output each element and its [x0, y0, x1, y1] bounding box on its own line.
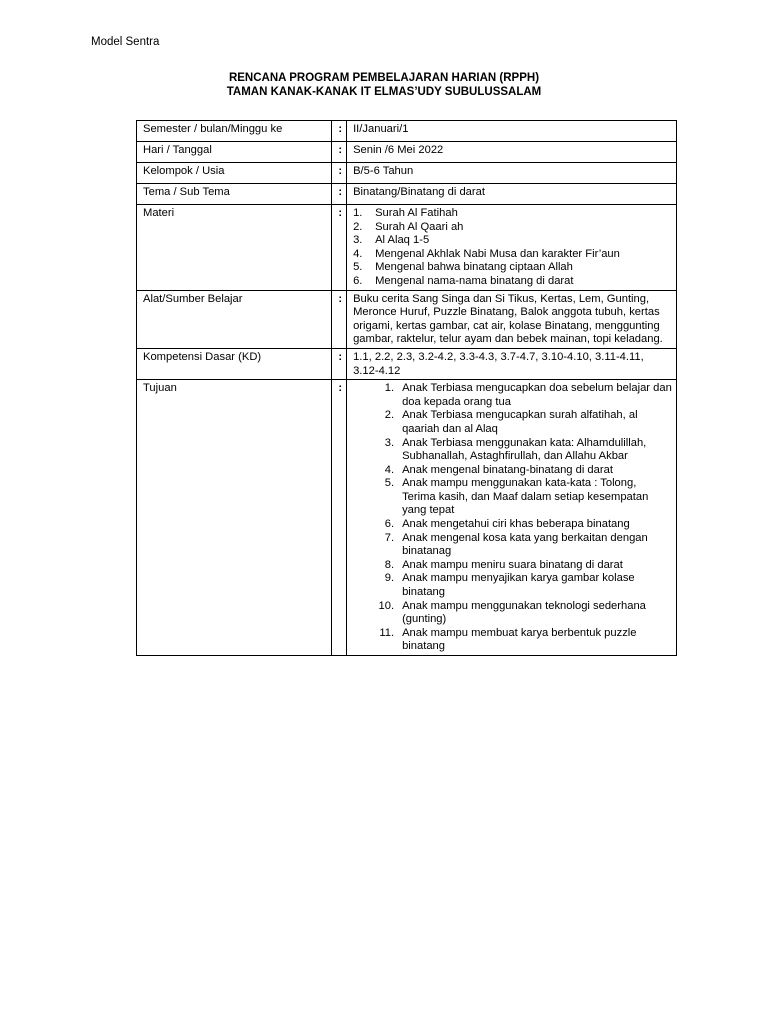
list-item-text: Al Alaq 1-5	[375, 234, 430, 247]
list-item-number: 5.	[384, 477, 395, 490]
list-item-number: 1.	[384, 382, 395, 395]
colon-separator: :	[332, 121, 347, 142]
colon-separator: :	[332, 348, 347, 379]
list-item	[353, 409, 672, 436]
list-item-number: 2.	[384, 409, 395, 422]
list-item	[353, 221, 672, 235]
row-label: Alat/Sumber Belajar	[137, 290, 332, 348]
list-item-number: 5.	[353, 261, 363, 274]
row-value: Buku cerita Sang Singa dan Si Tikus, Kertas, Lem, Gunting, Meronce Huruf, Puzzle Binatang, Balok anggota tubuh, kertas origami, kertas gambar, cat air, kolase Binatang, menggunting gambar, raktelur, telur ayam dan bebek mainan, topi keladang.	[347, 290, 677, 348]
list-item-text: Anak mampu menggunakan kata-kata : Tolong, Terima kasih, dan Maaf dalam setiap kesempatan yang tepat	[402, 477, 649, 517]
list-item-number: 9.	[384, 572, 395, 585]
list-item-number: 1.	[353, 207, 363, 219]
row-label: Semester / bulan/Minggu ke	[137, 121, 332, 142]
list-item	[353, 207, 672, 221]
document-title: RENCANA PROGRAM PEMBELAJARAN HARIAN (RPPH)	[228, 72, 540, 84]
document-header-label: Model Sentra	[91, 36, 160, 48]
list-item	[353, 572, 672, 599]
row-value: B/5-6 Tahun	[347, 163, 677, 184]
list-item	[353, 248, 672, 262]
list-item-number: 10.	[378, 599, 395, 612]
row-label: Kelompok / Usia	[137, 163, 332, 184]
row-value: Binatang/Binatang di darat	[347, 184, 677, 205]
list-item-number: 3.	[353, 234, 363, 247]
list-item	[353, 382, 672, 409]
tujuan-list	[347, 380, 677, 656]
row-value: Senin /6 Mei 2022	[347, 142, 677, 163]
list-item	[353, 559, 672, 573]
list-item	[353, 437, 672, 464]
colon-separator: :	[332, 205, 347, 291]
list-item-text: Anak Terbiasa mengucapkan surah alfatihah, al qaariah dan al Alaq	[402, 409, 638, 435]
materi-list	[347, 205, 677, 291]
colon-separator: :	[332, 380, 347, 656]
row-label: Tujuan	[137, 380, 332, 656]
list-item-number: 11.	[379, 626, 395, 639]
school-name: TAMAN KANAK-KANAK IT ELMAS’UDY SUBULUSSALAM	[226, 86, 542, 98]
list-item-number: 7.	[384, 531, 395, 544]
list-item-number: 2.	[353, 220, 363, 233]
list-item-text: Anak mengetahui ciri khas beberapa binatang	[402, 518, 630, 531]
list-item-text: Anak mengenal kosa kata yang berkaitan dengan binatanag	[402, 531, 648, 558]
list-item-text: Anak mampu menggunakan teknologi sederhana (gunting)	[402, 599, 646, 626]
list-item	[353, 464, 672, 478]
table-row-kelompok	[137, 163, 677, 184]
list-item-text: Anak Terbiasa menggunakan kata: Alhamdulillah, Subhanallah, Astaghfirullah, dan Allahu Akbar	[402, 436, 647, 463]
list-item	[353, 234, 672, 248]
list-item-text: Anak mampu meniru suara binatang di darat	[402, 558, 623, 571]
list-item-text: Surah Al Fatihah	[375, 207, 458, 219]
colon-separator: :	[332, 290, 347, 348]
list-item-text: Anak mampu menyajikan karya gambar kolase binatang	[402, 572, 635, 599]
rpph-table	[136, 120, 677, 656]
list-item-number: 4.	[353, 247, 363, 260]
list-item-text: Anak mampu membuat karya berbentuk puzzle binatang	[402, 626, 637, 653]
list-item	[353, 275, 672, 289]
table-row-tema	[137, 184, 677, 205]
table-row-alat	[137, 290, 677, 348]
list-item-text: Mengenal Akhlak Nabi Musa dan karakter Fir’aun	[375, 247, 620, 260]
list-item-text: Mengenal nama-nama binatang di darat	[375, 274, 574, 287]
list-item	[353, 261, 672, 275]
list-item-text: Anak Terbiasa mengucapkan doa sebelum belajar dan doa kepada orang tua	[402, 382, 672, 408]
list-item	[353, 600, 672, 627]
list-item	[353, 477, 672, 518]
table-row-hari	[137, 142, 677, 163]
colon-separator: :	[332, 184, 347, 205]
row-label: Tema / Sub Tema	[137, 184, 332, 205]
list-item-number: 3.	[384, 436, 395, 449]
list-item	[353, 532, 672, 559]
list-item	[353, 518, 672, 532]
table-row-materi	[137, 205, 677, 291]
row-value: 1.1, 2.2, 2.3, 3.2-4.2, 3.3-4.3, 3.7-4.7, 3.10-4.10, 3.11-4.11, 3.12-4.12	[347, 348, 677, 379]
table-row-tujuan	[137, 380, 677, 656]
list-item-number: 4.	[384, 463, 395, 476]
table-row-kd	[137, 348, 677, 379]
row-label: Kompetensi Dasar (KD)	[137, 348, 332, 379]
row-label: Materi	[137, 205, 332, 291]
row-value: II/Januari/1	[347, 121, 677, 142]
list-item-text: Mengenal bahwa binatang ciptaan Allah	[375, 261, 573, 274]
colon-separator: :	[332, 142, 347, 163]
table-row-semester	[137, 121, 677, 142]
list-item-text: Anak mengenal binatang-binatang di darat	[402, 463, 613, 476]
list-item-number: 8.	[384, 558, 395, 571]
list-item-text: Surah Al Qaari ah	[375, 220, 464, 233]
list-item	[353, 627, 672, 654]
list-item-number: 6.	[353, 274, 363, 287]
colon-separator: :	[332, 163, 347, 184]
list-item-number: 6.	[384, 518, 395, 531]
row-label: Hari / Tanggal	[137, 142, 332, 163]
